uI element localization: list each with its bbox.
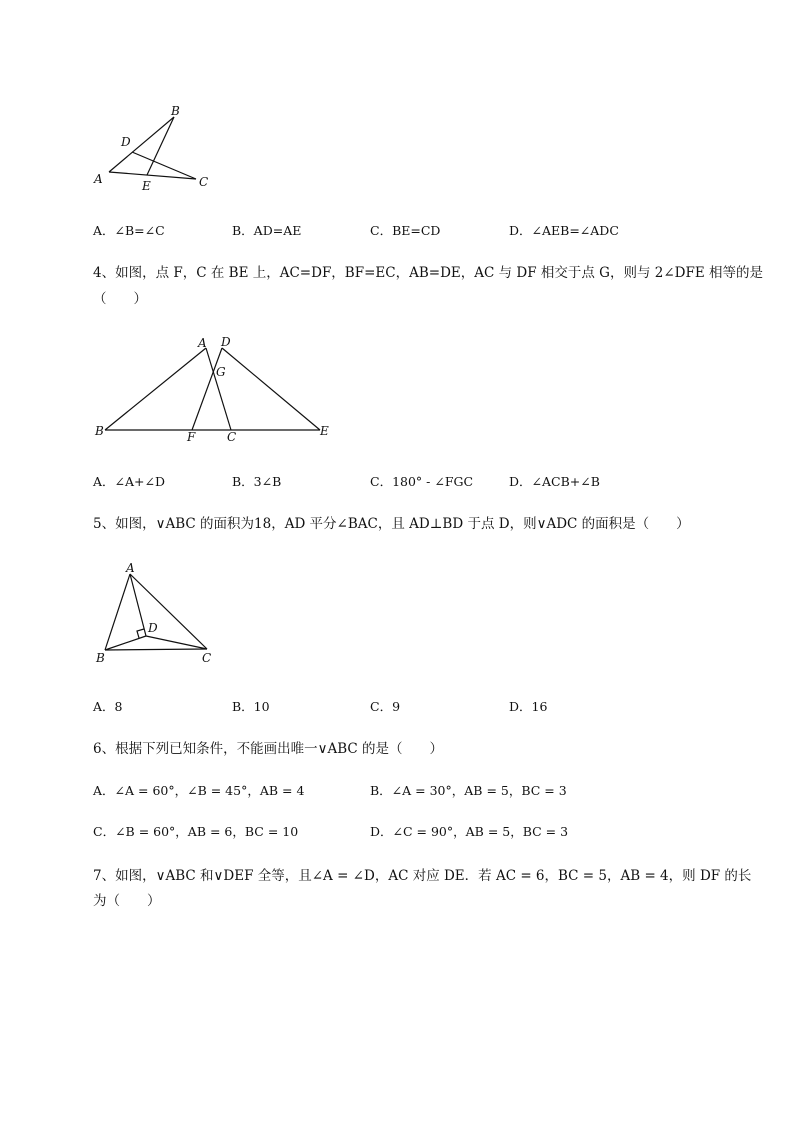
q3-option-b[interactable]: B．AD=AE xyxy=(232,223,302,238)
q7-stem-line1: 7、如图，∨ABC 和∨DEF 全等，且∠A = ∠D，AC 对应 DE．若 AC = 6，BC = 5，AB = 4，则 DF 的长 xyxy=(93,868,752,884)
q5-line-ad xyxy=(130,574,146,636)
q5-option-c[interactable]: C．9 xyxy=(370,699,401,714)
q5-line-bc xyxy=(105,649,207,650)
q4-label-c: C xyxy=(227,430,237,444)
q3-option-a[interactable]: A．∠B=∠C xyxy=(93,223,165,238)
q3-label-d: D xyxy=(121,135,131,149)
q4-option-b[interactable]: B．3∠B xyxy=(232,474,282,489)
q4-label-d: D xyxy=(221,335,231,349)
q6-stem: 6、根据下列已知条件，不能画出唯一∨ABC 的是（ ） xyxy=(93,741,444,757)
q4-label-e: E xyxy=(320,424,329,438)
q4-line-ac xyxy=(206,348,231,430)
q6-option-c[interactable]: C．∠B = 60°，AB = 6，BC = 10 xyxy=(93,824,299,839)
q5-line-dc xyxy=(146,636,207,649)
q6-option-b[interactable]: B．∠A = 30°，AB = 5，BC = 3 xyxy=(370,783,567,798)
q4-paren: （ ） xyxy=(93,291,147,307)
q5-option-a[interactable]: A．8 xyxy=(93,699,123,714)
q6-option-a[interactable]: A．∠A = 60°，∠B = 45°，AB = 4 xyxy=(93,783,305,798)
q4-figure xyxy=(90,330,340,445)
q5-option-b[interactable]: B．10 xyxy=(232,699,270,714)
q4-label-a: A xyxy=(198,336,207,350)
q4-option-a[interactable]: A．∠A+∠D xyxy=(93,474,165,489)
q3-label-a: A xyxy=(94,172,103,186)
q5-line-bd xyxy=(105,636,146,650)
q5-figure xyxy=(90,560,220,670)
q5-label-b: B xyxy=(96,651,105,665)
q5-label-d: D xyxy=(148,621,158,635)
q4-label-b: B xyxy=(95,424,104,438)
q4-line-de xyxy=(222,348,320,430)
q3-label-c: C xyxy=(199,175,209,189)
q5-option-d[interactable]: D．16 xyxy=(509,699,548,714)
q3-figure xyxy=(88,100,223,195)
q5-label-a: A xyxy=(126,561,135,575)
q5-label-c: C xyxy=(202,651,212,665)
q3-line-be xyxy=(147,117,174,175)
q4-label-f: F xyxy=(187,430,196,444)
q6-option-d[interactable]: D．∠C = 90°，AB = 5，BC = 3 xyxy=(370,824,569,839)
q7-stem-line2: 为（ ） xyxy=(93,893,161,909)
q3-label-b: B xyxy=(171,104,180,118)
q4-line-df xyxy=(192,348,222,430)
q5-line-ab xyxy=(105,574,130,650)
q3-line-ab xyxy=(109,117,174,172)
q3-option-c[interactable]: C．BE=CD xyxy=(370,223,441,238)
q4-stem: 4、如图，点 F，C 在 BE 上，AC=DF，BF=EC，AB=DE，AC 与 DF 相交于点 G，则与 2∠DFE 相等的是 xyxy=(93,265,763,281)
q4-option-d[interactable]: D．∠ACB+∠B xyxy=(509,474,600,489)
q4-option-c[interactable]: C．180° - ∠FGC xyxy=(370,474,474,489)
q3-option-d[interactable]: D．∠AEB=∠ADC xyxy=(509,223,619,238)
q5-stem: 5、如图，∨ABC 的面积为18，AD 平分∠BAC，且 AD⊥BD 于点 D，则∨ADC 的面积是（ ） xyxy=(93,516,690,532)
q4-line-ba xyxy=(105,348,206,430)
q3-label-e: E xyxy=(142,179,151,193)
q4-label-g: G xyxy=(216,365,226,379)
